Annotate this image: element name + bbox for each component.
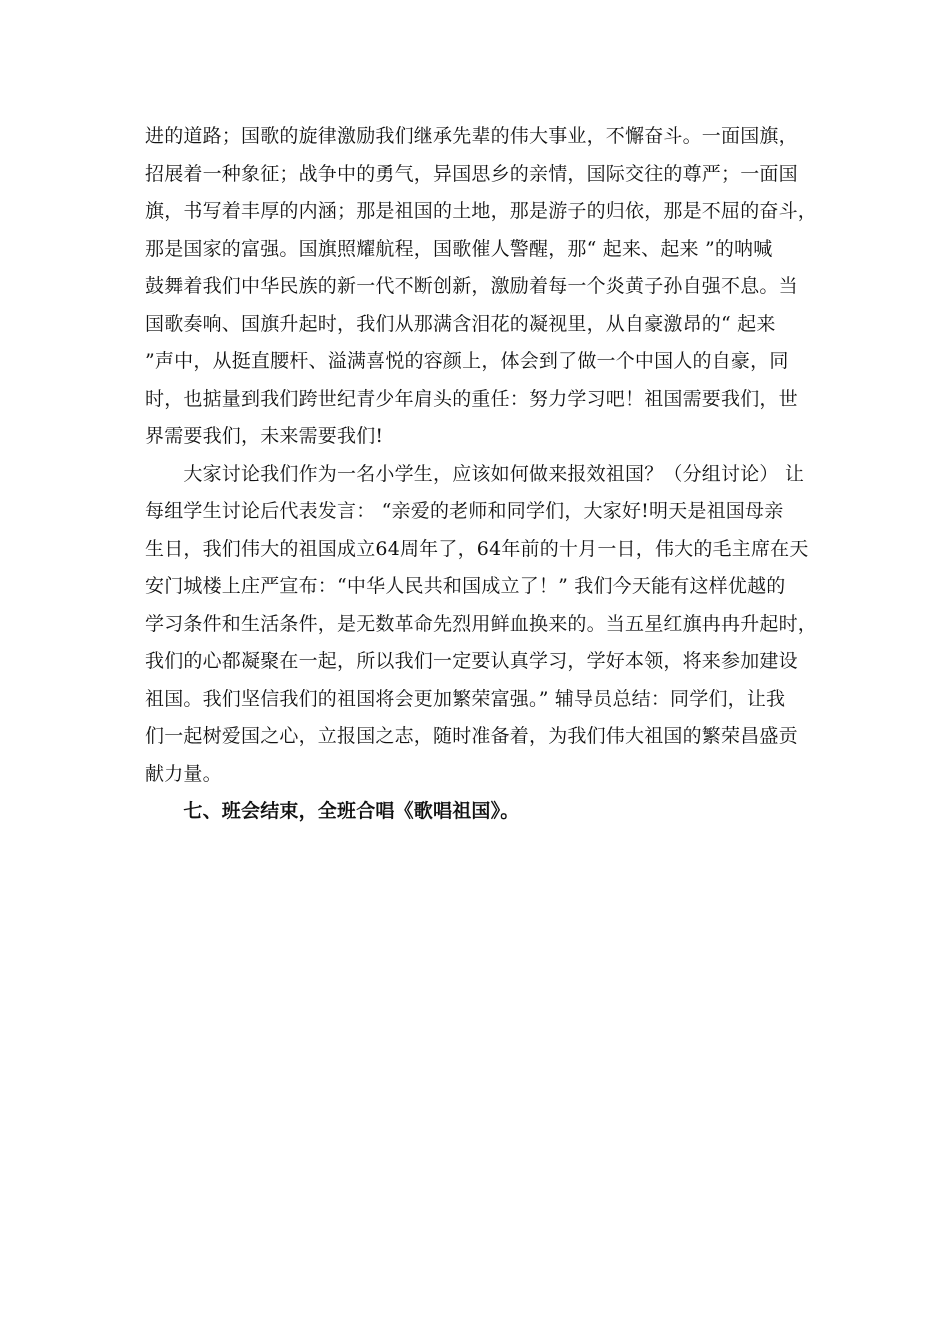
text-line: 旗，书写着丰厚的内涵；那是祖国的土地，那是游子的归依，那是不屈的奋斗， — [145, 200, 818, 222]
text-line: 界需要我们，未来需要我们! — [145, 425, 384, 447]
text-line: 学习条件和生活条件，是无数革命先烈用鲜血换来的。当五星红旗冉冉升起时， — [145, 612, 818, 635]
text-line: 每组学生讨论后代表发言： “亲爱的老师和同学们，大家好!明天是祖国母亲 — [145, 500, 784, 522]
text-line: 献力量。 — [145, 762, 222, 785]
text-line: 进的道路；国歌的旋律激励我们继承先辈的伟大事业，不懈奋斗。一面国旗， — [145, 125, 798, 147]
text-line: 生日，我们伟大的祖国成立64周年了，64年前的十月一日，伟大的毛主席在天 — [145, 537, 809, 560]
body-text — [145, 118, 825, 831]
paragraph-2 — [145, 456, 825, 794]
text-line: 祖国。我们坚信我们的祖国将会更加繁荣富强。” 辅导员总结：同学们，让我 — [145, 687, 786, 710]
section-heading: 七、班会结束，全班合唱《歌唱祖国》。 — [145, 800, 520, 822]
text-line: 那是国家的富强。国旗照耀航程，国歌催人警醒，那“ 起来、起来 ”的呐喊 — [145, 237, 773, 260]
text-line: 们一起树爱国之心，立报国之志，随时准备着，为我们伟大祖国的繁荣昌盛贡 — [145, 725, 798, 747]
text-line: 国歌奏响、国旗升起时，我们从那满含泪花的凝视里，从自豪激昂的“ 起来 — [145, 312, 776, 335]
text-line: 招展着一种象征；战争中的勇气，异国思乡的亲情，国际交往的尊严；一面国 — [145, 162, 798, 185]
paragraph-1 — [145, 118, 825, 456]
text-line: 大家讨论我们作为一名小学生，应该如何做来报效祖国？（分组讨论） 让 — [145, 462, 805, 485]
text-line: 我们的心都凝聚在一起，所以我们一定要认真学习，学好本领，将来参加建设 — [145, 650, 798, 672]
text-line: ”声中，从挺直腰杆、溢满喜悦的容颜上，体会到了做一个中国人的自豪，同 — [145, 350, 789, 372]
text-line: 鼓舞着我们中华民族的新一代不断创新，激励着每一个炎黄子孙自强不息。当 — [145, 275, 798, 297]
text-line: 时，也掂量到我们跨世纪青少年肩头的重任：努力学习吧！祖国需要我们，世 — [145, 387, 798, 410]
text-line: 安门城楼上庄严宣布：“中华人民共和国成立了！” 我们今天能有这样优越的 — [145, 575, 786, 597]
